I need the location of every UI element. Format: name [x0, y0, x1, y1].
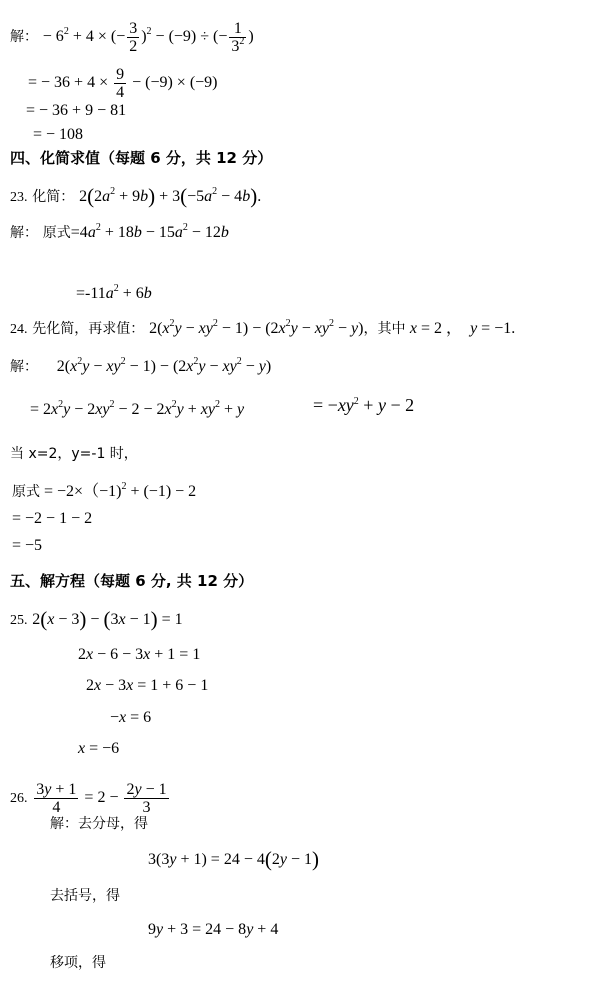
q26-step-3-label: 移项，得 — [50, 955, 106, 971]
q26-equation-1: 3(3y + 1) = 24 − 4(2y − 1) — [148, 847, 319, 871]
calc-line-2: = − 36 + 4 × $\frac{9}{4}$ − (−9) × (−9) — [28, 66, 218, 101]
question-expression: $\frac{3y + 1}{4}$ = 2 − $\frac{2y - 1}{3}$ — [36, 781, 167, 816]
q24-eval-2: = −2 − 1 − 2 — [12, 510, 93, 527]
condition-values: x = 2 ， y = −1. — [409, 320, 516, 337]
question-number: 26. — [10, 791, 28, 807]
question-number: 25. — [10, 613, 28, 628]
solution-label: 解： — [10, 29, 38, 46]
question-expression: $2(x^2y - xy^2 - 1) - (2x^2y - xy^2 - y)$ — [149, 318, 364, 337]
question-23 — [10, 186, 261, 208]
calc-line-3: = − 36 + 9 − 81 — [26, 102, 127, 119]
expression: − $6^2 + 4$ × (− $\frac{3}{2}$ )$^2$ − (−9) ÷ (− $\frac{1}{3^2}$ ) — [42, 20, 254, 55]
q23-answer: $=-11a^2 + 6b$ — [76, 283, 152, 302]
calc-line-4: = − 108 — [33, 126, 84, 143]
q23-solution — [10, 222, 229, 243]
question-26 — [10, 781, 171, 816]
question-number: 23. — [10, 190, 28, 205]
solution-step: $=4a^2 + 18b - 15a^2 - 12b$ — [70, 222, 229, 241]
original-expression-label: 原式 — [12, 484, 40, 500]
section-5-heading: 五、解方程（每题 6 分, 共 12 分） — [10, 572, 254, 590]
solution-label: 解： — [10, 359, 38, 375]
q25-step-1: 2x − 6 − 3x + 1 = 1 — [78, 646, 201, 663]
q25-step-3: −x = 6 — [110, 709, 152, 726]
q24-eval-1 — [12, 481, 196, 502]
solution-step: $2(x^2y - xy^2 - 1) - (2x^2y - xy^2 - y)$ — [56, 356, 272, 375]
question-24 — [10, 318, 515, 340]
question-25 — [10, 609, 183, 631]
section-4-heading: 四、化简求值（每题 6 分，共 12 分） — [10, 149, 273, 167]
q24-when: 当 x=2，y=-1 时， — [10, 446, 138, 462]
calc-line-1 — [10, 20, 254, 55]
question-expression: $2(2a^2 + 9b) + 3(-5a^2 - 4b)$. — [79, 184, 262, 208]
q24-step-1 — [10, 356, 271, 377]
q24-eval-3: = −5 — [12, 537, 43, 554]
eval-step: = −2×（−1)$^2$ + (−1) − 2 — [40, 481, 197, 500]
question-number: 24. — [10, 322, 28, 337]
question-prompt: 先化简，再求值： — [32, 321, 145, 337]
q25-step-2: 2x − 3x = 1 + 6 − 1 — [86, 677, 209, 694]
solution-label: 解： — [10, 225, 38, 241]
q26-step-2-label: 去括号，得 — [50, 888, 120, 904]
question-expression: 2(x − 3) − (3x − 1) = 1 — [32, 607, 183, 631]
q24-step-2: = $2x^2y - 2xy^2 - 2 - 2x^2y + xy^2 + y$ — [30, 399, 245, 418]
original-expression-label: 原式 — [42, 225, 71, 241]
condition-prefix: ，其中 — [363, 321, 410, 337]
q25-step-4: x = −6 — [78, 740, 120, 757]
question-prompt: 化简： — [32, 189, 75, 205]
q26-step-1-label: 解：去分母，得 — [50, 816, 148, 832]
q26-equation-2: 9y + 3 = 24 − 8y + 4 — [148, 921, 279, 938]
q24-step-2-result: = $-xy^2 + y - 2$ — [313, 395, 415, 415]
